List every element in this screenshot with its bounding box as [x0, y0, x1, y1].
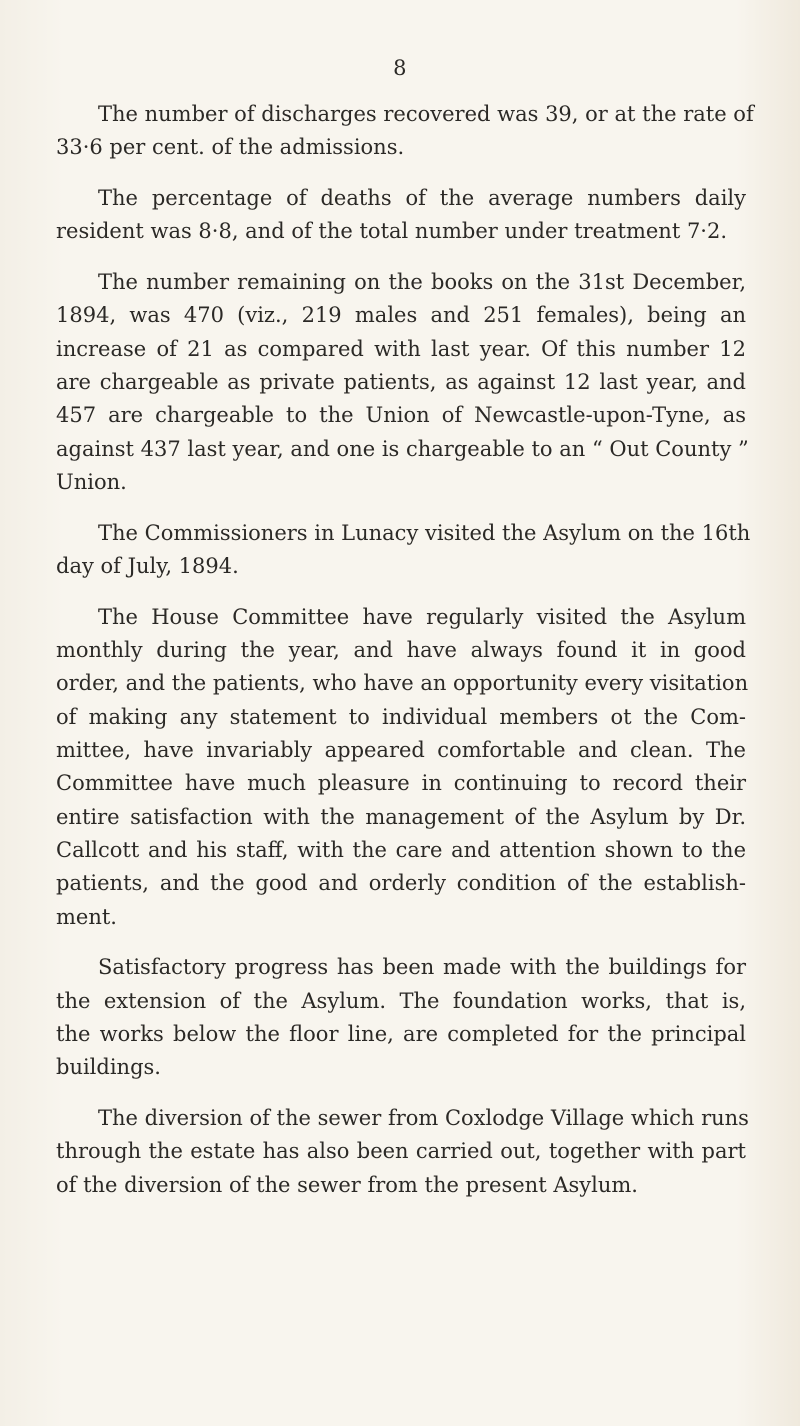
text-line: the works below the floor line, are completed for the principal: [56, 1021, 746, 1046]
text-line: patients, and the good and orderly condition of the establish-: [56, 871, 746, 896]
text-line: buildings.: [56, 1055, 161, 1080]
text-line: Committee have much pleasure in continuing to record their: [56, 771, 746, 796]
text-line: the extension of the Asylum. The foundation works, that is,: [56, 988, 746, 1013]
text-line: The Commissioners in Lunacy visited the Asylum on the 16th: [98, 520, 751, 545]
text-line: The diversion of the sewer from Coxlodge Village which runs: [98, 1106, 749, 1131]
text-line: ment.: [56, 904, 117, 929]
text-line: The percentage of deaths of the average numbers daily: [98, 186, 746, 211]
text-line: The number of discharges recovered was 39, or at the rate of: [98, 102, 754, 126]
text-line: of making any statement to individual members ot the Com-: [56, 704, 746, 729]
paragraph-house-committee: [56, 601, 749, 934]
text-line: Union.: [56, 469, 127, 494]
text-line: increase of 21 as compared with last year. Of this number 12: [56, 336, 746, 361]
text-line: 1894, was 470 (viz., 219 males and 251 females), being an: [56, 303, 746, 328]
text-line: The number remaining on the books on the 31st December,: [98, 270, 746, 295]
body-text: [56, 98, 754, 1219]
text-line: Satisfactory progress has been made with the buildings for: [98, 955, 746, 980]
paragraph-sewer-diversion: [56, 1102, 749, 1202]
text-line: 33·6 per cent. of the admissions.: [56, 135, 405, 160]
text-line: are chargeable as private patients, as against 12 last year, and: [56, 370, 746, 395]
text-line: of the diversion of the sewer from the present Asylum.: [56, 1172, 638, 1197]
text-line: day of July, 1894.: [56, 554, 239, 579]
text-line: against 437 last year, and one is chargeable to an “ Out County ”: [56, 436, 749, 461]
paragraph-progress: [56, 951, 746, 1084]
paragraph-deaths: [56, 182, 746, 249]
text-line: entire satisfaction with the management of the Asylum by Dr.: [56, 804, 746, 829]
paragraph-discharges: [56, 98, 754, 165]
text-line: Callcott and his staff, with the care and attention shown to the: [56, 837, 746, 862]
text-line: The House Committee have regularly visited the Asylum: [98, 604, 746, 629]
text-line: resident was 8·8, and of the total number under treatment 7·2.: [56, 219, 728, 244]
text-line: mittee, have invariably appeared comfortable and clean. The: [56, 738, 746, 763]
text-line: monthly during the year, and have always found it in good: [56, 638, 746, 663]
text-line: order, and the patients, who have an opportunity every visitation: [56, 671, 749, 696]
page-number: 8: [393, 56, 407, 80]
text-line: 457 are chargeable to the Union of Newcastle-upon-Tyne, as: [56, 403, 746, 428]
paragraph-remaining: [56, 266, 749, 499]
text-line: through the estate has also been carried out, together with part: [56, 1139, 746, 1164]
paragraph-commissioners: [56, 517, 751, 584]
